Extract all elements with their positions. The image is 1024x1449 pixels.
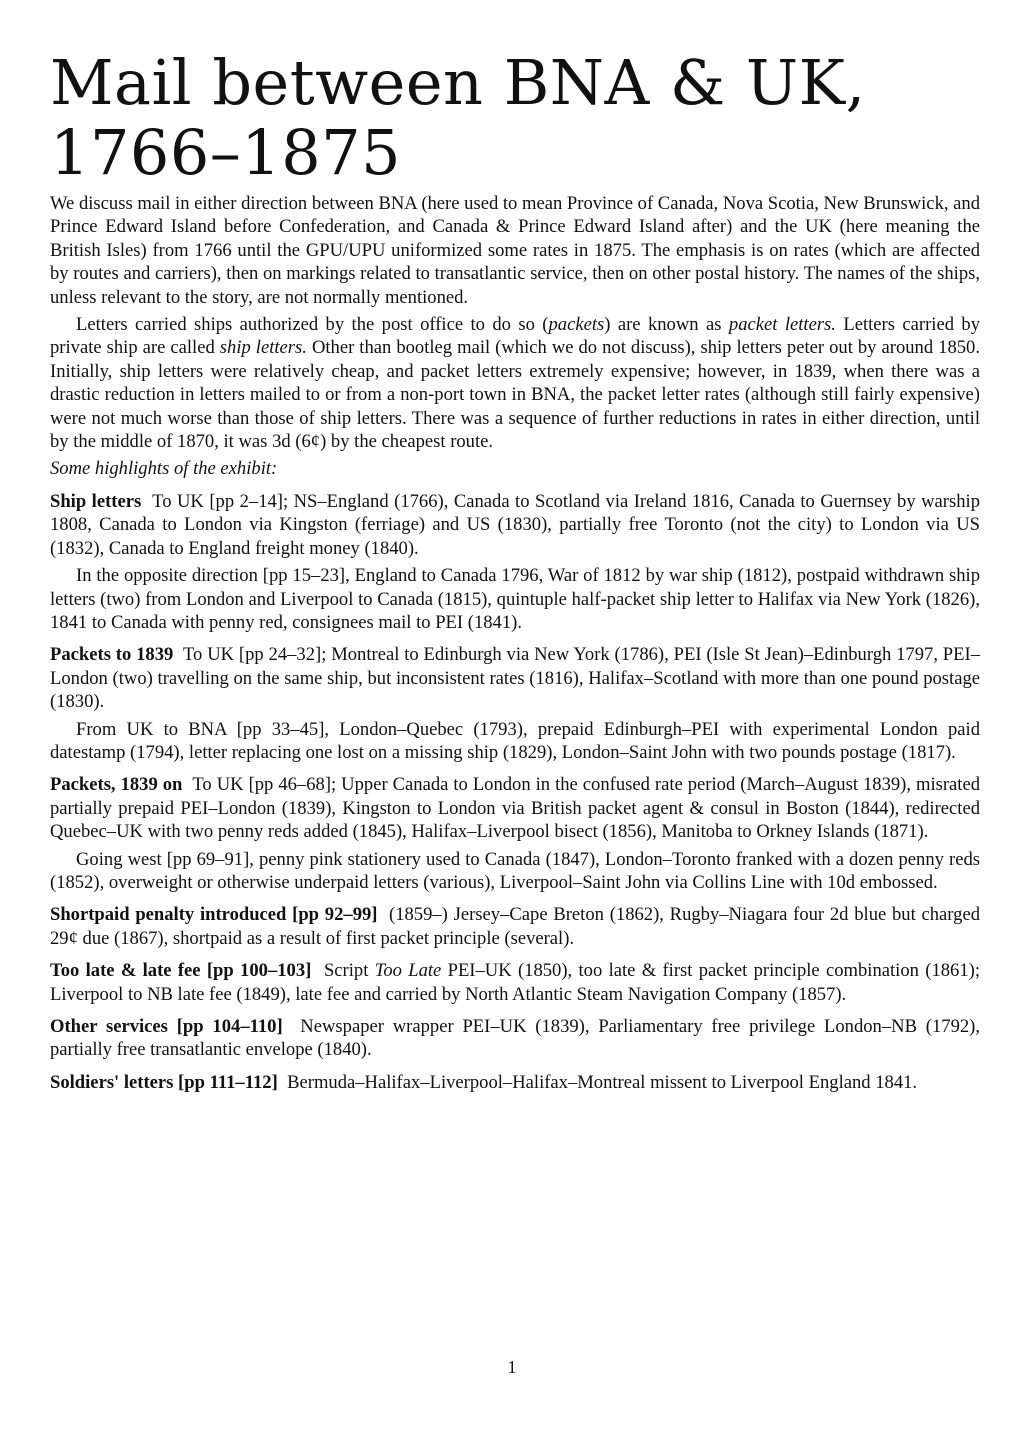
- section-text: Script: [323, 960, 375, 982]
- section-text: PEI–UK (1850), too late & first packet principle combination (1861); Liverpool to NB late fee (1849), late fee and carried by North Atlantic Steam Navigation Company (1857).: [50, 960, 980, 1005]
- section-packets-1839-on: [50, 773, 980, 843]
- section-heading: Other services [pp: [50, 1016, 204, 1037]
- section-text: To UK [pp 46–68]; Upper Canada to London in the confused rate period (March–August 1839), misrated partially prepaid PEI–London (1839), Kingston to London via British packet agent & consul in Boston (1844), redirected Quebec–UK with two penny reds added (1845), Halifax–Liverpool bisect (1856), Manitoba to Orkney Islands (1871).: [50, 774, 981, 843]
- section-packets-1839-on-continued: Going west [pp 69–91], penny pink stationery used to Canada (1847), London–Toronto franked with a dozen penny reds (1852), overweight or otherwise underpaid letters (various), Liverpool–Saint John via Collins Line with 10d embossed.: [50, 848, 980, 893]
- section-pages: 111–112]: [209, 1071, 278, 1093]
- term-packets: packets: [548, 314, 605, 336]
- section-text: To UK [pp 2–14]; NS–England (1766), Canada to Scotland via Ireland 1816, Canada to Guernsey by warship 1808, Canada to London via Kingston (ferriage) and US (1830), partially free Toronto (not the city) to London via US (1832), Canada to England freight money (1840).: [50, 490, 980, 559]
- term-ship-letters: ship letters.: [219, 337, 307, 359]
- section-text: Bermuda–Halifax–Liverpool–Halifax–Montreal missent to Liverpool England 1841.: [287, 1071, 918, 1093]
- section-heading: Shortpaid penalty introduced [pp: [50, 904, 320, 926]
- section-pages: 100–103]: [240, 960, 312, 982]
- packet-letters-paragraph: [50, 313, 980, 453]
- section-heading: Ship letters: [50, 490, 142, 512]
- intro-paragraph: We discuss mail in either direction between BNA (here used to mean Province of Canada, Nova Scotia, New Brunswick, and Prince Edward Island before Confederation, and Canada & Prince Edward Island after) and the UK (here meaning the British Isles) from 1766 until the GPU/UPU uniformized some rates in 1875. The emphasis is on rates (which are affected by routes and carriers), then on markings related to transatlantic service, then on other postal history. The names of the ships, unless relevant to the story, are not normally mentioned.: [50, 193, 981, 308]
- section-pages: 92–99]: [324, 904, 378, 926]
- section-ship-letters-continued: In the opposite direction [pp 15–23], England to Canada 1796, War of 1812 by war ship (1812), postpaid withdrawn ship letters (two) from London and Liverpool to Canada (1815), quintuple half-packet ship letter to Halifax via New York (1826), 1841 to Canada with penny red, consignees mail to PEI (1841).: [50, 565, 980, 633]
- section-soldiers-letters: [50, 1071, 980, 1094]
- highlights-label: Some highlights of the exhibit:: [50, 458, 278, 480]
- document-page: [50, 48, 980, 1094]
- section-packets-to-1839-continued: From UK to BNA [pp 33–45], London–Quebec (1793), prepaid Edinburgh–PEI with experimental London paid datestamp (1794), letter replacing one lost on a missing ship (1829), London–Saint John with two pounds postage (1817).: [50, 718, 980, 763]
- page-title: Mail between BNA & UK, 1766–1875: [50, 46, 866, 189]
- term-too-late: Too Late: [374, 960, 442, 982]
- text-run: Letters carried ships authorized by the post office to do so (: [76, 314, 549, 336]
- section-heading: Packets to 1839: [50, 644, 174, 666]
- section-heading: Too late & late fee [pp: [50, 960, 234, 982]
- term-packet-letters: packet letters.: [728, 314, 836, 336]
- section-ship-letters: [50, 490, 980, 560]
- section-pages: 104–110]: [212, 1016, 283, 1037]
- text-run: Letters carried by private ship are called: [50, 314, 980, 359]
- section-too-late: [50, 959, 980, 1006]
- section-heading: Packets, 1839 on: [50, 774, 183, 796]
- section-text: (1859–) Jersey–Cape Breton (1862), Rugby–Niagara four 2d blue but charged 29¢ due (1867), shortpaid as a result of first packet principle (several).: [50, 904, 981, 949]
- section-shortpaid: [50, 903, 980, 950]
- section-text: Newspaper wrapper PEI–UK (1839), Parliamentary free privilege London–NB (1792), partially free transatlantic envelope (1840).: [50, 1016, 981, 1061]
- page-number: 1: [507, 1357, 517, 1377]
- section-heading: Soldiers' letters [pp: [50, 1071, 205, 1093]
- section-text: To UK [pp 24–32]; Montreal to Edinburgh via New York (1786), PEI (Isle St Jean)–Edinburgh 1797, PEI–London (two) travelling on the same ship, but inconsistent rates (1816), Halifax–Scotland with more than one pound postage (1830).: [50, 644, 980, 713]
- text-run: Other than bootleg mail (which we do not discuss), ship letters peter out by around 1850. Initially, ship letters were relatively cheap, and packet letters extremely expensive; however, in 1839, when there was a drastic reduction in letters mailed to or from a non-port town in BNA, the packet letter rates (although still fairly expensive) were not much worse than those of ship letters. There was a sequence of further reductions in rates in either direction, until by the middle of 1870, it was 3d (6¢) by the cheapest route.: [50, 337, 980, 453]
- section-other-services: [50, 1015, 980, 1062]
- text-run: ) are known as: [604, 314, 729, 336]
- section-packets-to-1839: [50, 643, 980, 713]
